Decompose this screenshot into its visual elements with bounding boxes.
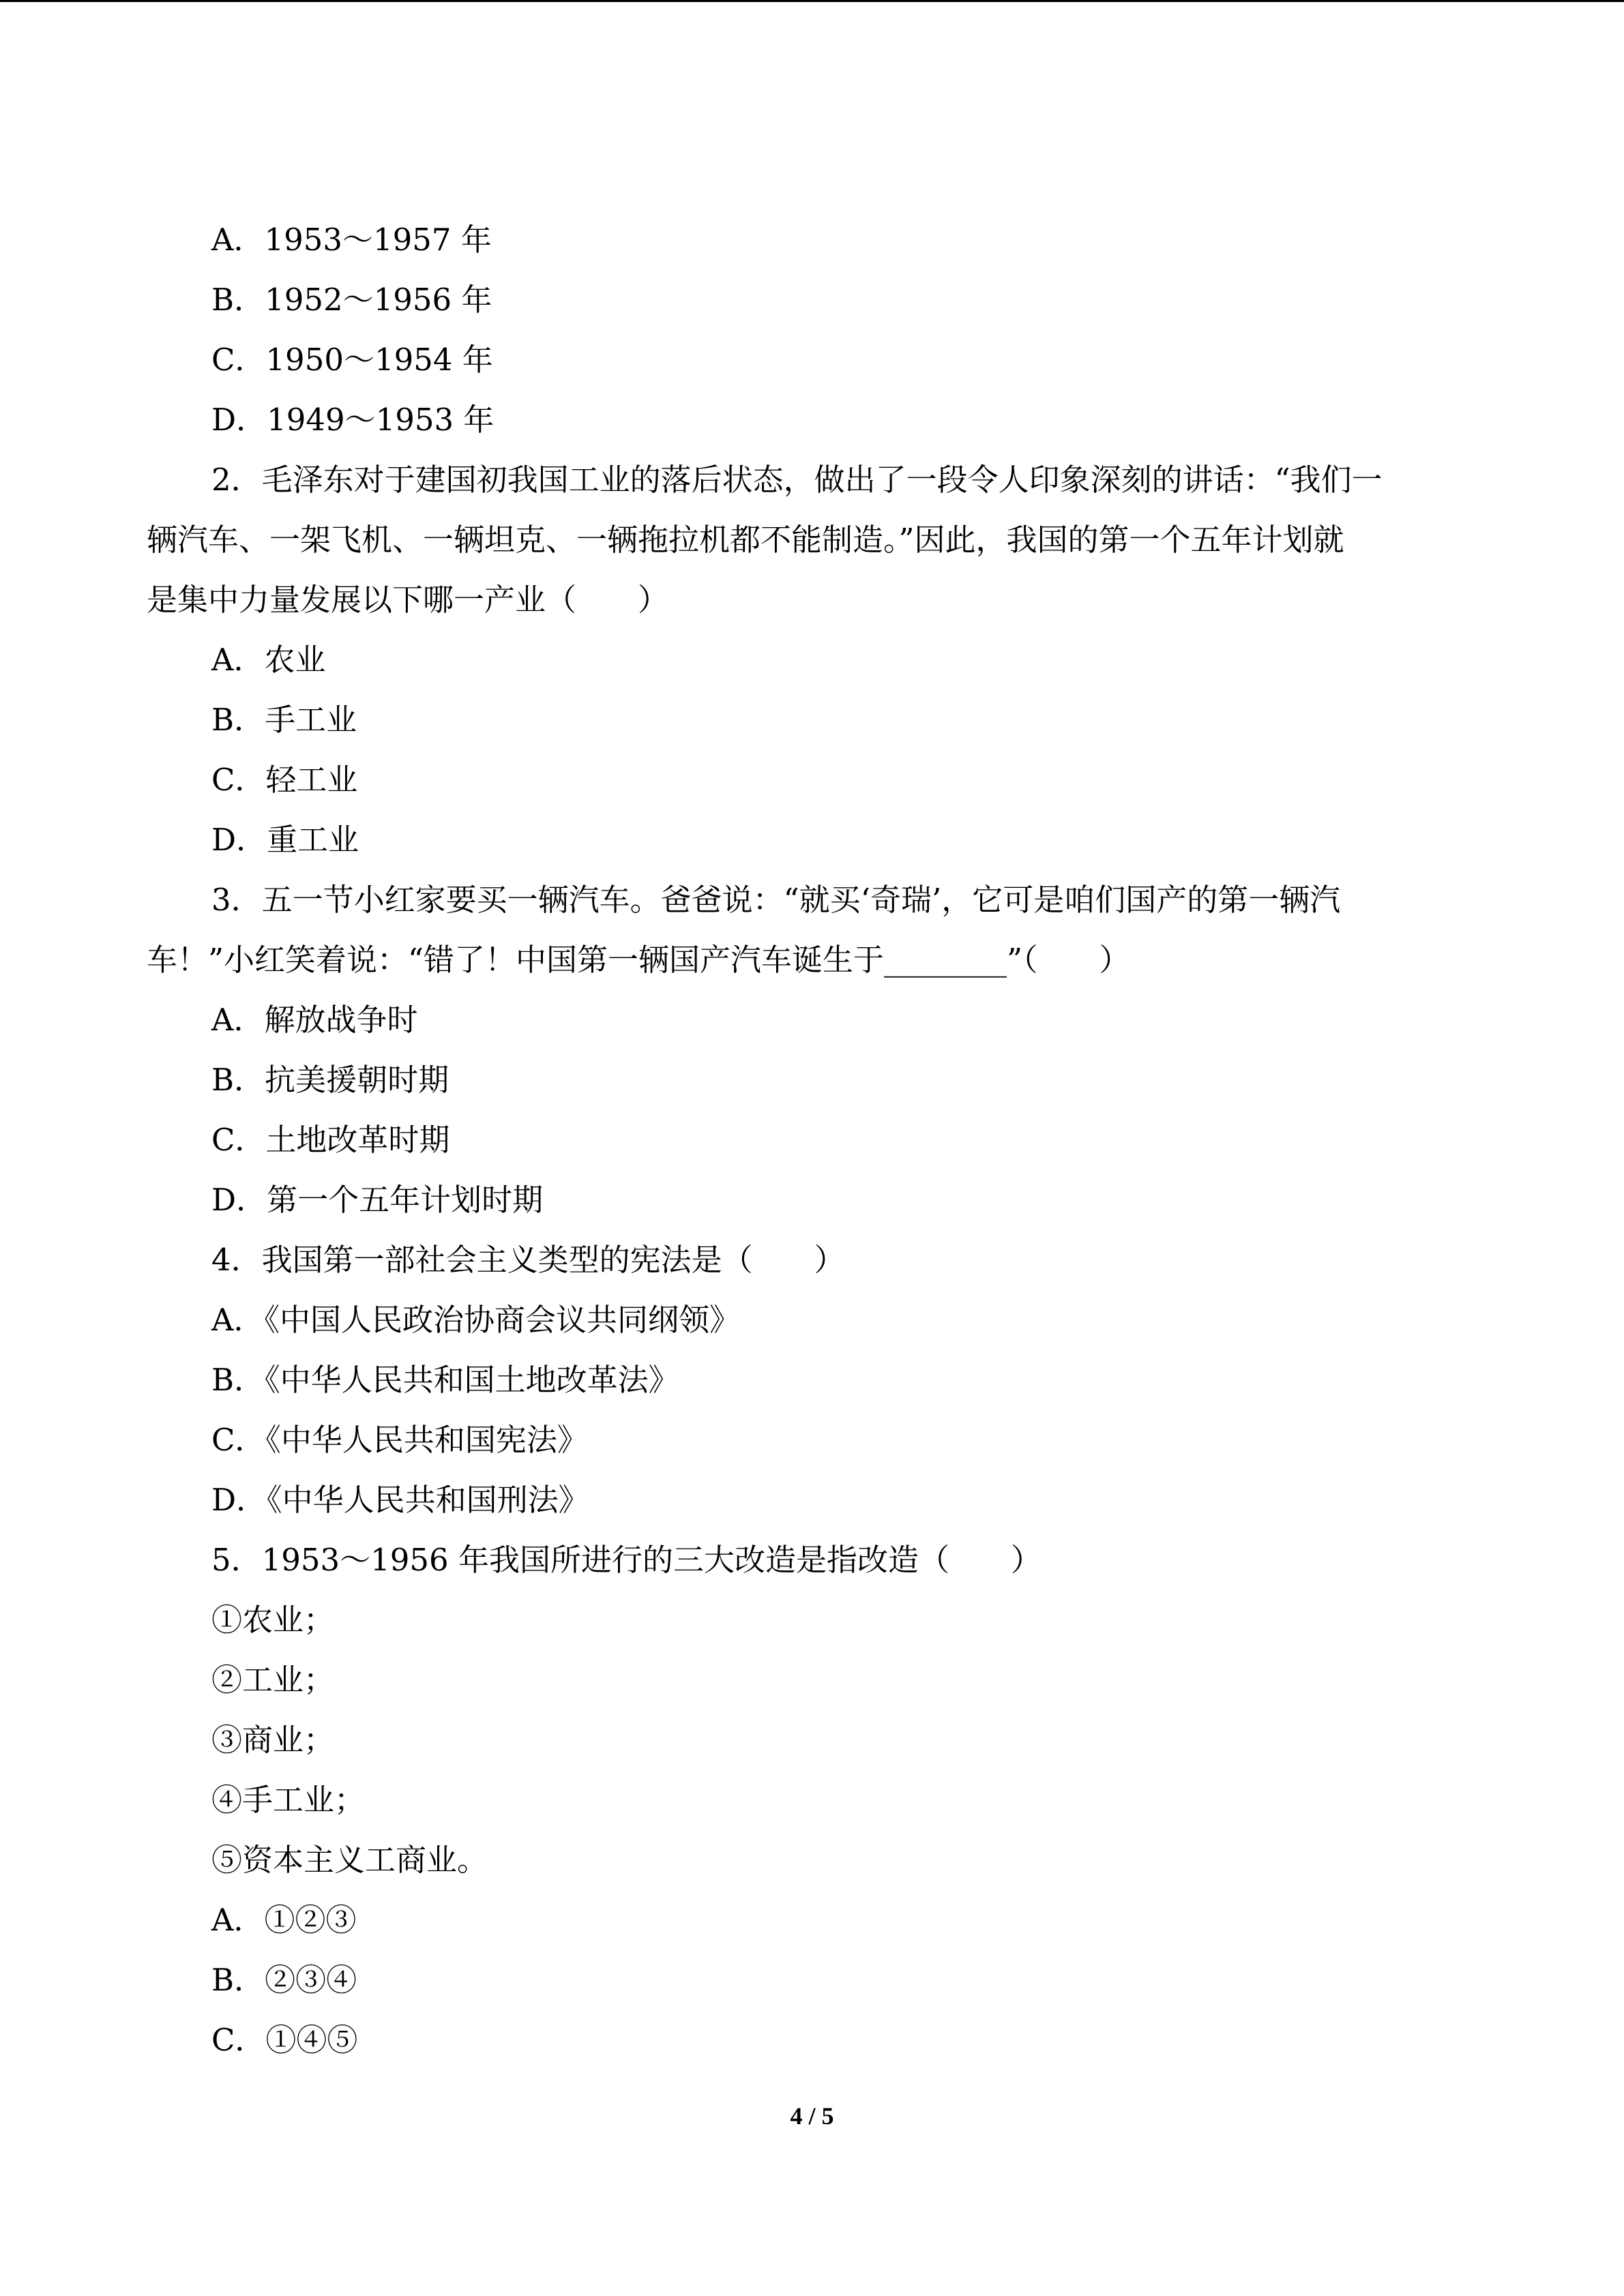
page-content (0, 210, 1624, 2070)
q5-item-5: ⑤资本主义工商业。 (211, 1842, 488, 1878)
q3-option-b: B．抗美援朝时期 (211, 1062, 449, 1098)
page-number: 4 / 5 (790, 2102, 834, 2130)
q5-item-2: ②工业； (211, 1662, 335, 1698)
q2-option-b: B．手工业 (211, 702, 357, 738)
q2-stem-line-1: 2．毛泽东对于建国初我国工业的落后状态，做出了一段令人印象深刻的讲话：“我们一 (211, 462, 1383, 498)
q3-option-d: D．第一个五年计划时期 (211, 1182, 544, 1218)
q5-item-3: ③商业； (211, 1722, 335, 1758)
q5-item-4: ④手工业； (211, 1782, 366, 1818)
q1-option-b: B．1952～1956 年 (211, 282, 492, 318)
q3-stem-line-2: 车！”小红笑着说：“错了！中国第一辆国产汽车诞生于________”（ ） (147, 942, 1130, 978)
q2-option-d: D．重工业 (211, 822, 359, 858)
top-border (0, 0, 1624, 2)
q4-option-c: C．《中华人民共和国宪法》 (211, 1422, 588, 1458)
q4-option-b: B．《中华人民共和国土地改革法》 (211, 1362, 679, 1398)
q1-option-c: C．1950～1954 年 (211, 342, 493, 378)
q1-option-d: D．1949～1953 年 (211, 402, 494, 438)
q3-option-c: C．土地改革时期 (211, 1122, 450, 1158)
q4-option-d: D．《中华人民共和国刑法》 (211, 1482, 589, 1518)
q1-option-a: A．1953～1957 年 (211, 222, 492, 258)
q5-option-a: A．①②③ (211, 1902, 357, 1938)
q2-option-a: A．农业 (211, 642, 326, 678)
q5-stem: 5．1953～1956 年我国所进行的三大改造是指改造（ ） (211, 1542, 1042, 1578)
q4-option-a: A．《中国人民政治协商会议共同纲领》 (211, 1302, 740, 1338)
q5-option-c: C．①④⑤ (211, 2022, 358, 2058)
q2-stem-line-2: 辆汽车、一架飞机、一辆坦克、一辆拖拉机都不能制造。”因此，我国的第一个五年计划就 (147, 522, 1344, 558)
q5-item-1: ①农业； (211, 1602, 335, 1638)
q3-stem-line-1: 3．五一节小红家要买一辆汽车。爸爸说：“就买‘奇瑞’，它可是咱们国产的第一辆汽 (211, 882, 1341, 918)
q2-stem-line-3: 是集中力量发展以下哪一产业（ ） (147, 582, 669, 618)
q3-option-a: A．解放战争时 (211, 1002, 418, 1038)
q4-stem: 4．我国第一部社会主义类型的宪法是（ ） (211, 1242, 845, 1278)
q2-option-c: C．轻工业 (211, 762, 358, 798)
q5-option-b: B．②③④ (211, 1962, 357, 1998)
